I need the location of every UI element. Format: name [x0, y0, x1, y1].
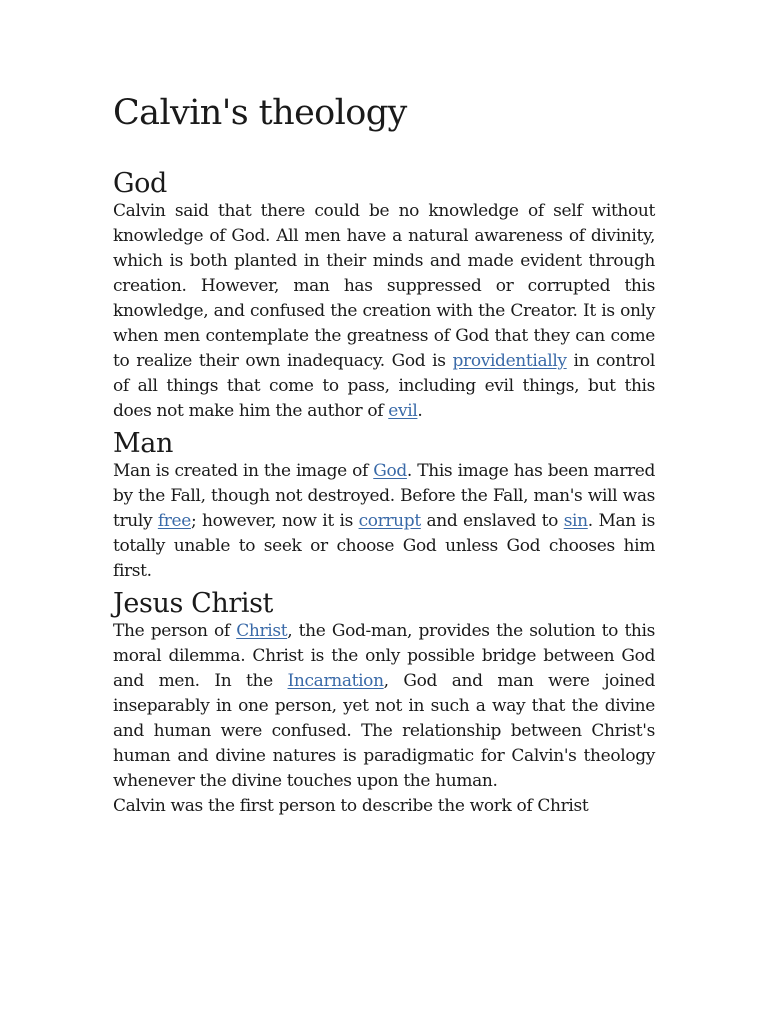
link-incarnation[interactable]: Incarnation — [287, 671, 384, 692]
text-run: The person of — [113, 621, 237, 642]
link-evil[interactable]: evil — [388, 401, 418, 422]
section-heading-god: God — [113, 168, 167, 199]
section-man — [113, 428, 655, 584]
paragraph-jesus-christ — [113, 619, 655, 794]
text-run: Calvin said that there could be no knowledge of self without knowledge of God. All men have a natural awareness of divinity, which is both planted in their minds and made evident through creation. However, man has suppressed or corrupted this knowledge, and confused the creation with the Creator. It is only when men contemplate the greatness of God that they can come to realize their own inadequacy. God is — [113, 201, 655, 372]
link-providentially[interactable]: providentially — [452, 351, 567, 372]
text-run: . — [417, 401, 423, 422]
section-heading-jesus-christ: Jesus Christ — [113, 588, 273, 620]
link-corrupt[interactable]: corrupt — [358, 511, 421, 532]
document-page — [113, 92, 655, 823]
text-run: Man is created in the image of — [113, 461, 374, 482]
section-god — [113, 168, 655, 424]
link-free[interactable]: free — [157, 511, 191, 532]
link-christ[interactable]: Christ — [236, 621, 288, 642]
text-run: . Man is totally unable to seek or choose God unless God chooses him first. — [113, 511, 655, 582]
text-run: in control of all things that come to pass, including evil things, but this does not make him the author of — [113, 351, 655, 422]
section-heading-man: Man — [113, 428, 173, 460]
text-run: , the God-man, provides the solution to this moral dilemma. Christ is the only possible bridge between God and men. In the — [113, 621, 655, 692]
section-jesus-christ — [113, 588, 655, 819]
page-title: Calvin's theology — [113, 93, 407, 133]
link-god[interactable]: God — [373, 461, 407, 482]
paragraph-work-of-christ: Calvin was the first person to describe the work of Christ — [113, 796, 589, 817]
link-sin[interactable]: sin — [563, 511, 588, 532]
text-run: and enslaved to — [420, 511, 564, 532]
text-run: , God and man were joined inseparably in one person, yet not in such a way that the divine and human were confused. The relationship between Christ's human and divine natures is paradigmatic for Calvin's theology whenever the divine touches upon the human. — [113, 671, 655, 792]
paragraph-man — [113, 459, 655, 584]
text-run: ; however, now it is — [190, 511, 359, 532]
text-run: . This image has been marred by the Fall, though not destroyed. Before the Fall, man's will was truly — [113, 461, 655, 532]
paragraph-god — [113, 199, 655, 424]
